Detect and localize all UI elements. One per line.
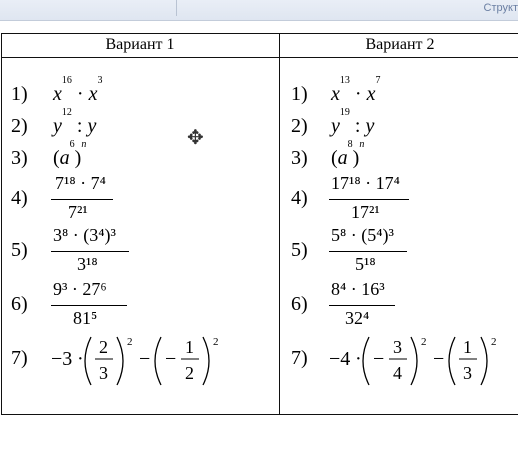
power: 2 — [213, 336, 219, 348]
item-number: 5) — [11, 239, 28, 261]
paren-right — [411, 337, 417, 385]
inner-minus: − — [373, 348, 385, 370]
power: 2 — [127, 336, 133, 348]
item-number: 3) — [11, 147, 28, 169]
table-border-left — [1, 33, 2, 415]
item-number: 1) — [291, 83, 308, 105]
expression-e7 — [325, 329, 517, 393]
paren-right — [117, 337, 123, 385]
paren-right — [203, 337, 209, 385]
power: 2 — [421, 336, 427, 348]
minus: − — [139, 348, 151, 370]
frac-num: 2 — [99, 337, 108, 357]
item-number: 5) — [291, 239, 308, 261]
header-variant-2: Вариант 2 — [365, 36, 435, 53]
paren-left — [363, 337, 369, 385]
frac-num: 3 — [393, 337, 402, 357]
fraction-expression: 7¹⁸ · 7⁴ 7²¹ — [51, 173, 113, 227]
header-divider — [1, 57, 518, 58]
frac-den: 2 — [185, 363, 194, 383]
column-divider — [279, 33, 280, 415]
coefficient: −4 — [329, 348, 351, 370]
item-number: 7) — [11, 347, 28, 369]
expression: $y^{12}$ : y — [53, 107, 97, 137]
expression: $(a^8)^n$ — [331, 139, 365, 169]
item-number: 3) — [291, 147, 308, 169]
fraction-expression: 9³ · 27⁶ 81⁵ — [51, 279, 131, 333]
move-cursor-icon: ✥ — [187, 127, 204, 149]
item-number: 6) — [11, 293, 28, 315]
dot: · — [77, 348, 84, 370]
item-number: 2) — [291, 115, 308, 137]
table-border-bottom — [1, 414, 518, 415]
coefficient: −3 — [51, 348, 73, 370]
item-number: 4) — [11, 187, 28, 209]
expression: $x^{16} \cdot x^3$ — [53, 75, 103, 105]
exercise-table — [1, 33, 518, 415]
expression: $y^{19}$ : y — [331, 107, 375, 137]
expression: $x^{13} \cdot x^7$ — [331, 75, 381, 105]
fraction-expression: 5⁸ · (5⁴)³ 5¹⁸ — [329, 225, 411, 279]
expression-e7 — [47, 329, 227, 393]
paren-left — [85, 337, 91, 385]
paren-right — [481, 337, 487, 385]
dot: · — [355, 348, 362, 370]
frac-den: 4 — [393, 363, 402, 383]
ribbon-segment — [0, 0, 177, 16]
power: 2 — [491, 336, 497, 348]
item-number: 7) — [291, 347, 308, 369]
fraction-expression: 8⁴ · 16³ 32⁴ — [329, 279, 399, 333]
frac-den: 3 — [99, 363, 108, 383]
fraction-expression: 17¹⁸ · 17⁴ 17²¹ — [329, 173, 411, 227]
frac-den: 3 — [463, 363, 472, 383]
minus: − — [433, 348, 445, 370]
frac-num: 1 — [463, 337, 472, 357]
expression: $(a^6)^n$ — [53, 139, 87, 169]
paren-left — [449, 337, 455, 385]
item-number: 6) — [291, 293, 308, 315]
ribbon-segment — [178, 0, 478, 16]
fraction-expression: 3⁸ · (3⁴)³ 3¹⁸ — [51, 225, 131, 279]
struct-tab[interactable]: Структ — [483, 2, 518, 14]
item-number: 1) — [11, 83, 28, 105]
frac-num: 1 — [185, 337, 194, 357]
inner-minus: − — [165, 348, 177, 370]
header-variant-1: Вариант 1 — [105, 36, 175, 53]
paren-left — [155, 337, 161, 385]
ribbon-bar — [0, 0, 518, 21]
item-number: 4) — [291, 187, 308, 209]
item-number: 2) — [11, 115, 28, 137]
